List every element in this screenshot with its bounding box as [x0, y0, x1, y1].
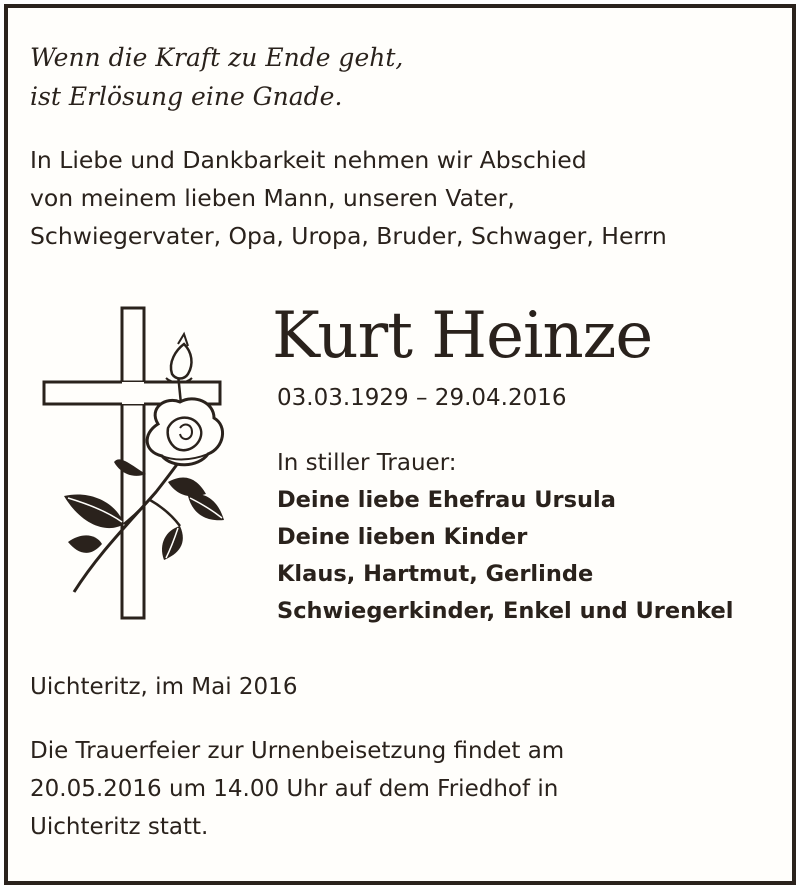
mourners-list [277, 482, 734, 630]
deceased-name: Kurt Heinze [272, 299, 653, 373]
motto-line: Wenn die Kraft zu Ende geht, [30, 43, 404, 72]
ceremony-line: 20.05.2016 um 14.00 Uhr auf dem Friedhof in [30, 776, 559, 802]
mourner-entry: Schwiegerkinder, Enkel und Urenkel [277, 598, 734, 624]
ceremony-notice [30, 732, 564, 846]
intro-line: von meinem lieben Mann, unseren Vater, [30, 184, 515, 212]
mourner-entry: Deine lieben Kinder [277, 524, 528, 550]
mourners-block [277, 445, 734, 630]
ceremony-line: Die Trauerfeier zur Urnenbeisetzung findet am [30, 738, 565, 764]
cross-with-rose-icon [38, 304, 228, 624]
motto-line: ist Erlösung eine Gnade. [30, 82, 343, 111]
mourners-lead: In stiller Trauer: [277, 450, 457, 476]
mourner-entry: Deine liebe Ehefrau Ursula [277, 487, 616, 513]
intro-line: In Liebe und Dankbarkeit nehmen wir Abschied [30, 146, 587, 174]
motto [30, 38, 403, 116]
intro-text [30, 141, 667, 255]
ceremony-line: Uichteritz statt. [30, 814, 209, 840]
life-dates: 03.03.1929 – 29.04.2016 [277, 385, 567, 411]
mourner-entry: Klaus, Hartmut, Gerlinde [277, 561, 594, 587]
intro-line: Schwiegervater, Opa, Uropa, Bruder, Schwager, Herrn [30, 222, 667, 250]
place-and-date: Uichteritz, im Mai 2016 [30, 674, 298, 700]
